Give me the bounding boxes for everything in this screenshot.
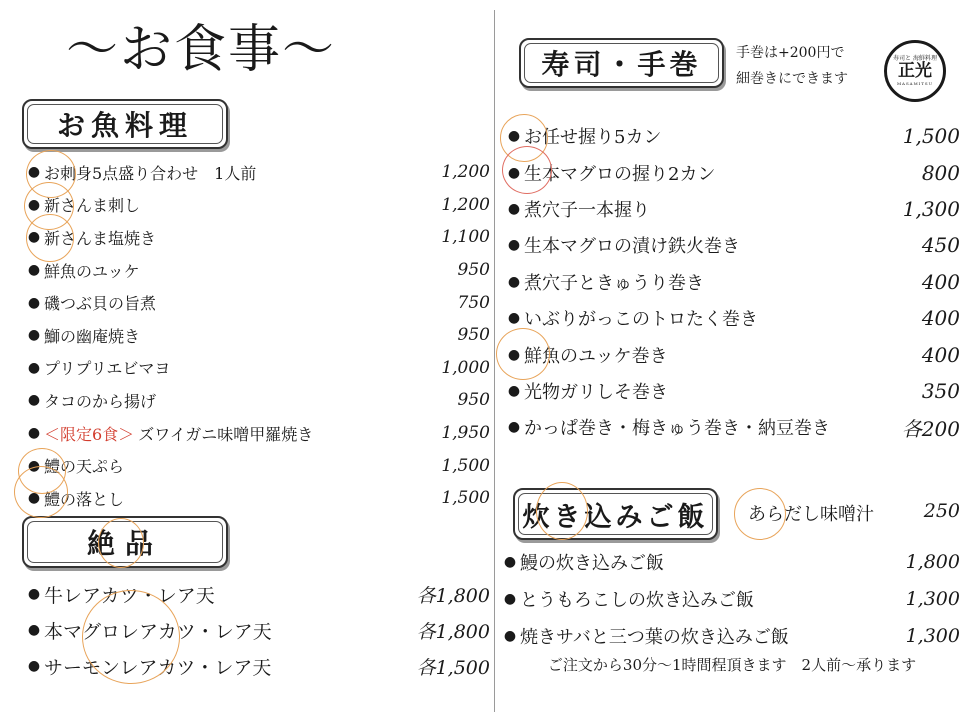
bullet-icon: ●	[27, 425, 41, 442]
menu-item	[24, 482, 490, 515]
item-name: 鮮魚のユッケ	[44, 261, 140, 281]
section-heading-takikomi: 炊き込みご飯	[513, 488, 718, 540]
bullet-icon: ●	[27, 327, 41, 344]
item-name: 煮穴子ときゅうり巻き	[524, 272, 704, 294]
item-name: とうもろこしの炊き込みご飯	[520, 590, 754, 612]
menu-item	[24, 352, 490, 385]
item-price: 1,500	[441, 488, 490, 509]
item-name: 鱧の落とし	[44, 489, 125, 509]
item-name: ズワイガニ味噌甲羅焼き	[138, 424, 314, 444]
section-heading-zeppin: 絶品	[22, 516, 228, 568]
bullet-icon: ●	[507, 200, 521, 217]
item-price: 各1,800	[416, 584, 490, 607]
column-divider	[494, 10, 495, 712]
section-heading-fish: お魚料理	[22, 99, 228, 149]
item-price: 1,300	[902, 196, 960, 221]
item-price: 1,300	[905, 588, 960, 611]
item-price: 400	[921, 342, 960, 367]
menu-item	[24, 449, 490, 482]
item-price: 350	[921, 378, 960, 403]
bullet-icon: ●	[27, 392, 41, 409]
item-price: 1,000	[441, 357, 490, 378]
bullet-icon: ●	[27, 457, 41, 474]
sushi-note-line: 細巻きにできます	[736, 71, 848, 87]
item-name: 生本マグロの握り2カン	[524, 163, 716, 185]
item-name: かっぱ巻き・梅きゅう巻き・納豆巻き	[524, 418, 830, 440]
item-price: 750	[457, 292, 490, 313]
menu-item	[24, 319, 490, 352]
restaurant-logo	[884, 40, 946, 102]
item-price: 1,300	[905, 624, 960, 647]
item-price: 400	[921, 306, 960, 331]
menu-item	[24, 189, 490, 222]
item-name: 生本マグロの漬け鉄火巻き	[524, 236, 740, 258]
side-item-price: 250	[923, 500, 960, 522]
bullet-icon: ●	[27, 586, 41, 602]
menu-item	[504, 409, 960, 445]
menu-item	[504, 336, 960, 372]
sushi-note-line: 手巻は+200円で	[736, 45, 845, 61]
item-name: お刺身5点盛り合わせ 1人前	[44, 163, 257, 183]
menu-item	[24, 384, 490, 417]
logo-subtitle: 寿司と 海鮮料理	[893, 55, 937, 62]
limited-badge: ＜限定6食＞	[44, 424, 135, 444]
menu-item	[24, 612, 490, 648]
item-name: 鰻の炊き込みご飯	[520, 553, 664, 575]
fish-menu-list	[24, 156, 490, 515]
menu-item	[504, 300, 960, 336]
item-name: お任せ握り5カン	[524, 127, 662, 149]
menu-item	[500, 618, 960, 655]
item-price: 400	[921, 269, 960, 294]
item-name: 新さんま刺し	[44, 196, 141, 216]
side-item-name: あらだし味噌汁	[748, 504, 874, 525]
menu-item	[24, 286, 490, 319]
bullet-icon: ●	[507, 310, 521, 327]
menu-item	[24, 576, 490, 612]
item-name: サーモンレアカツ・レア天	[44, 656, 272, 679]
bullet-icon: ●	[27, 359, 41, 376]
bullet-icon: ●	[507, 237, 521, 254]
item-price: 450	[921, 233, 960, 258]
item-price: 1,950	[441, 423, 490, 444]
logo-name: 正光	[898, 61, 932, 81]
menu-item	[504, 373, 960, 409]
menu-item	[504, 118, 960, 154]
item-price: 800	[921, 160, 960, 185]
item-price: 1,800	[905, 551, 960, 574]
item-price: 1,100	[441, 227, 490, 248]
takikomi-note: ご注文から30分〜1時間程頂きます 2人前〜承ります	[547, 656, 917, 674]
item-price: 950	[457, 325, 490, 346]
menu-item	[24, 221, 490, 254]
zeppin-menu-list	[24, 576, 490, 684]
takikomi-menu-list	[500, 544, 960, 654]
item-name: 光物ガリしそ巻き	[524, 381, 668, 403]
bullet-icon: ●	[27, 294, 41, 311]
bullet-icon: ●	[507, 346, 521, 363]
item-name: 鱧の天ぷら	[44, 457, 125, 477]
item-name: 牛レアカツ・レア天	[44, 584, 215, 607]
menu-item	[504, 264, 960, 300]
item-price: 950	[457, 260, 490, 281]
item-name: 磯つぶ貝の旨煮	[44, 294, 157, 314]
item-name: 煮穴子一本握り	[524, 199, 650, 221]
bullet-icon: ●	[27, 658, 41, 674]
bullet-icon: ●	[503, 627, 517, 644]
item-price: 950	[457, 390, 490, 411]
section-heading-sushi: 寿司・手巻	[519, 38, 724, 88]
item-price: 1,200	[441, 194, 490, 215]
bullet-icon: ●	[27, 196, 41, 213]
menu-item	[504, 191, 960, 227]
item-price: 各200	[901, 416, 960, 441]
menu-item	[24, 648, 490, 684]
sushi-menu-list	[504, 118, 960, 446]
menu-item	[24, 156, 490, 189]
item-name: 新さんま塩焼き	[44, 228, 157, 248]
menu-item	[500, 581, 960, 618]
item-price: 1,500	[441, 455, 490, 476]
menu-item	[500, 544, 960, 581]
item-name: タコのから揚げ	[44, 391, 157, 411]
bullet-icon: ●	[27, 262, 41, 279]
item-price: 各1,500	[416, 656, 490, 679]
bullet-icon: ●	[27, 622, 41, 638]
item-name: 鮮魚のユッケ巻き	[524, 345, 668, 367]
menu-item	[504, 227, 960, 263]
item-price: 1,500	[902, 124, 960, 149]
item-name: 鰤の幽庵焼き	[44, 326, 141, 346]
menu-item	[24, 417, 490, 450]
item-name: いぶりがっこのトロたく巻き	[524, 309, 758, 331]
menu-item	[24, 254, 490, 287]
logo-english: MASAMITSU	[896, 81, 934, 86]
item-price: 1,200	[441, 162, 490, 183]
bullet-icon: ●	[507, 164, 521, 181]
item-name: 本マグロレアカツ・レア天	[44, 620, 272, 643]
bullet-icon: ●	[507, 273, 521, 290]
bullet-icon: ●	[503, 554, 517, 571]
bullet-icon: ●	[507, 419, 521, 436]
bullet-icon: ●	[507, 128, 521, 145]
item-name: プリプリエビマヨ	[44, 359, 171, 379]
item-name: 焼きサバと三つ葉の炊き込みご飯	[520, 626, 789, 648]
menu-item	[504, 154, 960, 190]
bullet-icon: ●	[27, 164, 41, 181]
bullet-icon: ●	[27, 229, 41, 246]
page-title: 〜お食事〜	[66, 20, 337, 80]
bullet-icon: ●	[27, 490, 41, 507]
item-price: 各1,800	[416, 620, 490, 643]
bullet-icon: ●	[503, 591, 517, 608]
bullet-icon: ●	[507, 382, 521, 399]
sushi-note	[736, 40, 848, 92]
